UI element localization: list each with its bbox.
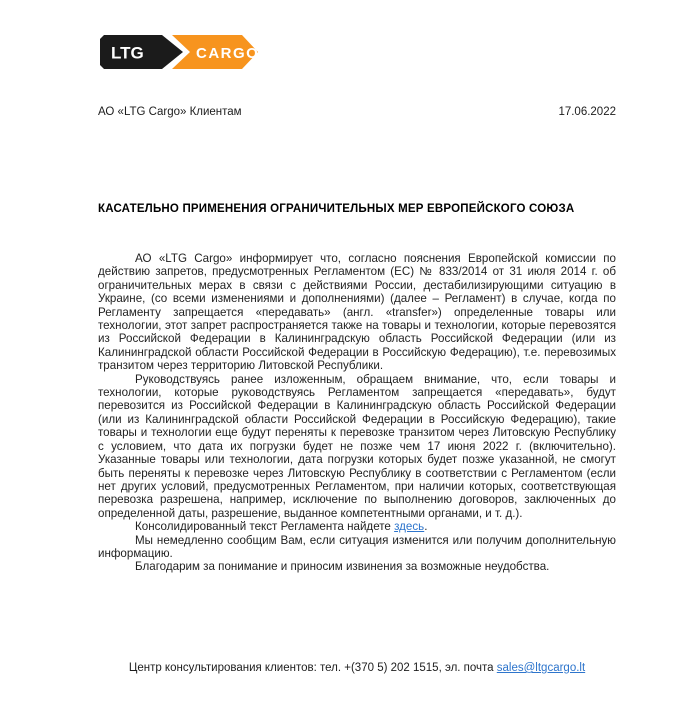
footer-contact-line: [98, 662, 616, 674]
ltg-cargo-logo-graphic: [98, 33, 260, 71]
letter-date: 17.06.2022: [558, 106, 616, 118]
paragraph-3: [98, 520, 616, 533]
paragraph-3-text: Консолидированный текст Регламента найдете: [135, 520, 395, 534]
logo-ltg-text: LTG: [111, 43, 144, 63]
ltg-cargo-logo: [98, 33, 260, 71]
logo-cargo-text: CARGO: [196, 45, 260, 62]
letter-body: [98, 252, 616, 574]
consolidated-regulation-link[interactable]: здесь: [394, 520, 425, 534]
letter-meta-row: [98, 106, 616, 118]
subject-line: КАСАТЕЛЬНО ПРИМЕНЕНИЯ ОГРАНИЧИТЕЛЬНЫХ МЕР ЕВРОПЕЙСКОГО СОЮЗА: [98, 203, 575, 215]
paragraph-5: Благодарим за понимание и приносим извинения за возможные неудобства.: [135, 560, 550, 574]
recipient-line: АО «LTG Cargo» Клиентам: [98, 106, 242, 118]
paragraph-3-period: .: [424, 520, 428, 534]
paragraph-1: АО «LTG Cargo» информирует что, согласно пояснения Европейской комиссии по действию запретов, предусмотренных Регламентом (ЕС) № 833/2014 от 31 июля 2014 г. об ограничительных мерах в связи с действиями России, дестабилизирующими ситуацию в Украине, (со всеми изменениями и дополнениями) (далее – Регламент) в случае, когда по Регламенту запрещается «передавать» (англ. «transfer») определенные товары или технологии, этот запрет распространяется также на товары и технологии, которые перевозятся из Российской Федерации в Калининградскую область Российской Федерации (или из Калининградской области Российской Федерации в Российскую Федерацию), т.е. перевозимых транзитом через территорию Литовской Республики.: [98, 252, 616, 373]
paragraph-4: Мы немедленно сообщим Вам, если ситуация изменится или получим дополнительную информацию.: [98, 533, 616, 560]
paragraph-2: Руководствуясь ранее изложенным, обращаем внимание, что, если товары и технологии, которые руководствуясь Регламентом запрещается «передавать», будут перевозится из Российской Федерации в Калининградскую область Российской Федерации (или из Калининградской области Российской Федерации в Российскую Федерацию), такие товары и технологии еще будут переняты к перевозке транзитом через Литовскую Республику с условием, что дата их погрузки будет не позже чем 17 июня 2022 г. (включительно). Указанные товары или технологии, дата погрузки которых будет позже указанной, не смогут быть переняты к перевозке через Литовскую Республику в соответствии с Регламентом (если нет других условий, предусмотренных Регламентом, при наличии которых, соответствующая перевозка разрешена, например, исключение по выполнению договоров, заключенных до определенной даты, разрешение, выданное компетентными органами, и т. д.).: [98, 372, 616, 520]
sales-email-link[interactable]: sales@ltgcargo.lt: [496, 662, 586, 674]
footer-contact-text: Центр консультирования клиентов: тел. +(370 5) 202 1515, эл. почта: [128, 662, 497, 674]
